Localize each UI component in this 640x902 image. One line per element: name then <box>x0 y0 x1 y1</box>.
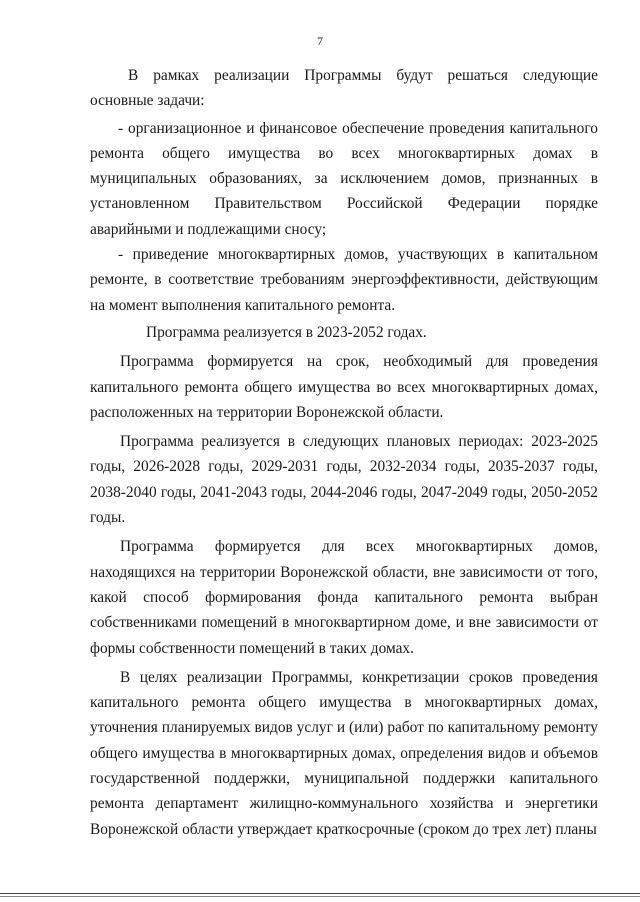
document-body <box>90 63 598 842</box>
paragraph-task-1: - организационное и финансовое обеспечение проведения капитального ремонта общего имущества во всех многоквартирных домах в муниципальных образованиях, за исключением домов, признанных в установленном Правительством Российской Федерации порядке аварийными и подлежащими сносу; <box>90 119 598 238</box>
paragraph-tasks-intro: В рамках реализации Программы будут решаться следующие основные задачи: <box>90 67 598 110</box>
paragraph-period: Программа реализуется в 2023-2052 годах. <box>146 323 427 341</box>
paragraph-planning-periods: Программа реализуется в следующих плановых периодах: 2023-2025 годы, 2026-2028 годы, 2029-2031 годы, 2032-2034 годы, 2035-2037 годы, 2038-2040 годы, 2041-2043 годы, 2044-2046 годы, 2047-2049 годы, 2050-2052 годы. <box>90 433 598 527</box>
paragraph-term: Программа формируется на срок, необходимый для проведения капитального ремонта общего имущества во всех многоквартирных домах, расположенных на территории Воронежской области. <box>90 353 598 421</box>
page-number: 7 <box>317 34 323 48</box>
paragraph-short-term-plans: В целях реализации Программы, конкретизации сроков проведения капитального ремонта общего имущества в многоквартирных домах, уточнения планируемых видов услуг и (или) работ по капитальному ремонту общего имущества в многоквартирных домах, определения видов и объемов государственной поддержки, муниципальной поддержки капитального ремонта департамент жилищно-коммунального хозяйства и энергетики Воронежской области утверждает краткосрочные (сроком до трех лет) планы <box>90 668 598 838</box>
bottom-scan-edge-secondary <box>0 896 640 897</box>
paragraph-scope: Программа формируется для всех многоквартирных домов, находящихся на территории Воронежской области, вне зависимости от того, какой способ формирования фонда капитального ремонта выбран собственниками помещений в многоквартирном доме, и вне зависимости от формы собственности помещений в таких домах. <box>90 538 598 657</box>
bottom-scan-edge <box>0 893 640 894</box>
paragraph-task-2: - приведение многоквартирных домов, участвующих в капитальном ремонте, в соответствие требованиям энергоэффективности, действующим на момент выполнения капитального ремонта. <box>90 246 598 314</box>
